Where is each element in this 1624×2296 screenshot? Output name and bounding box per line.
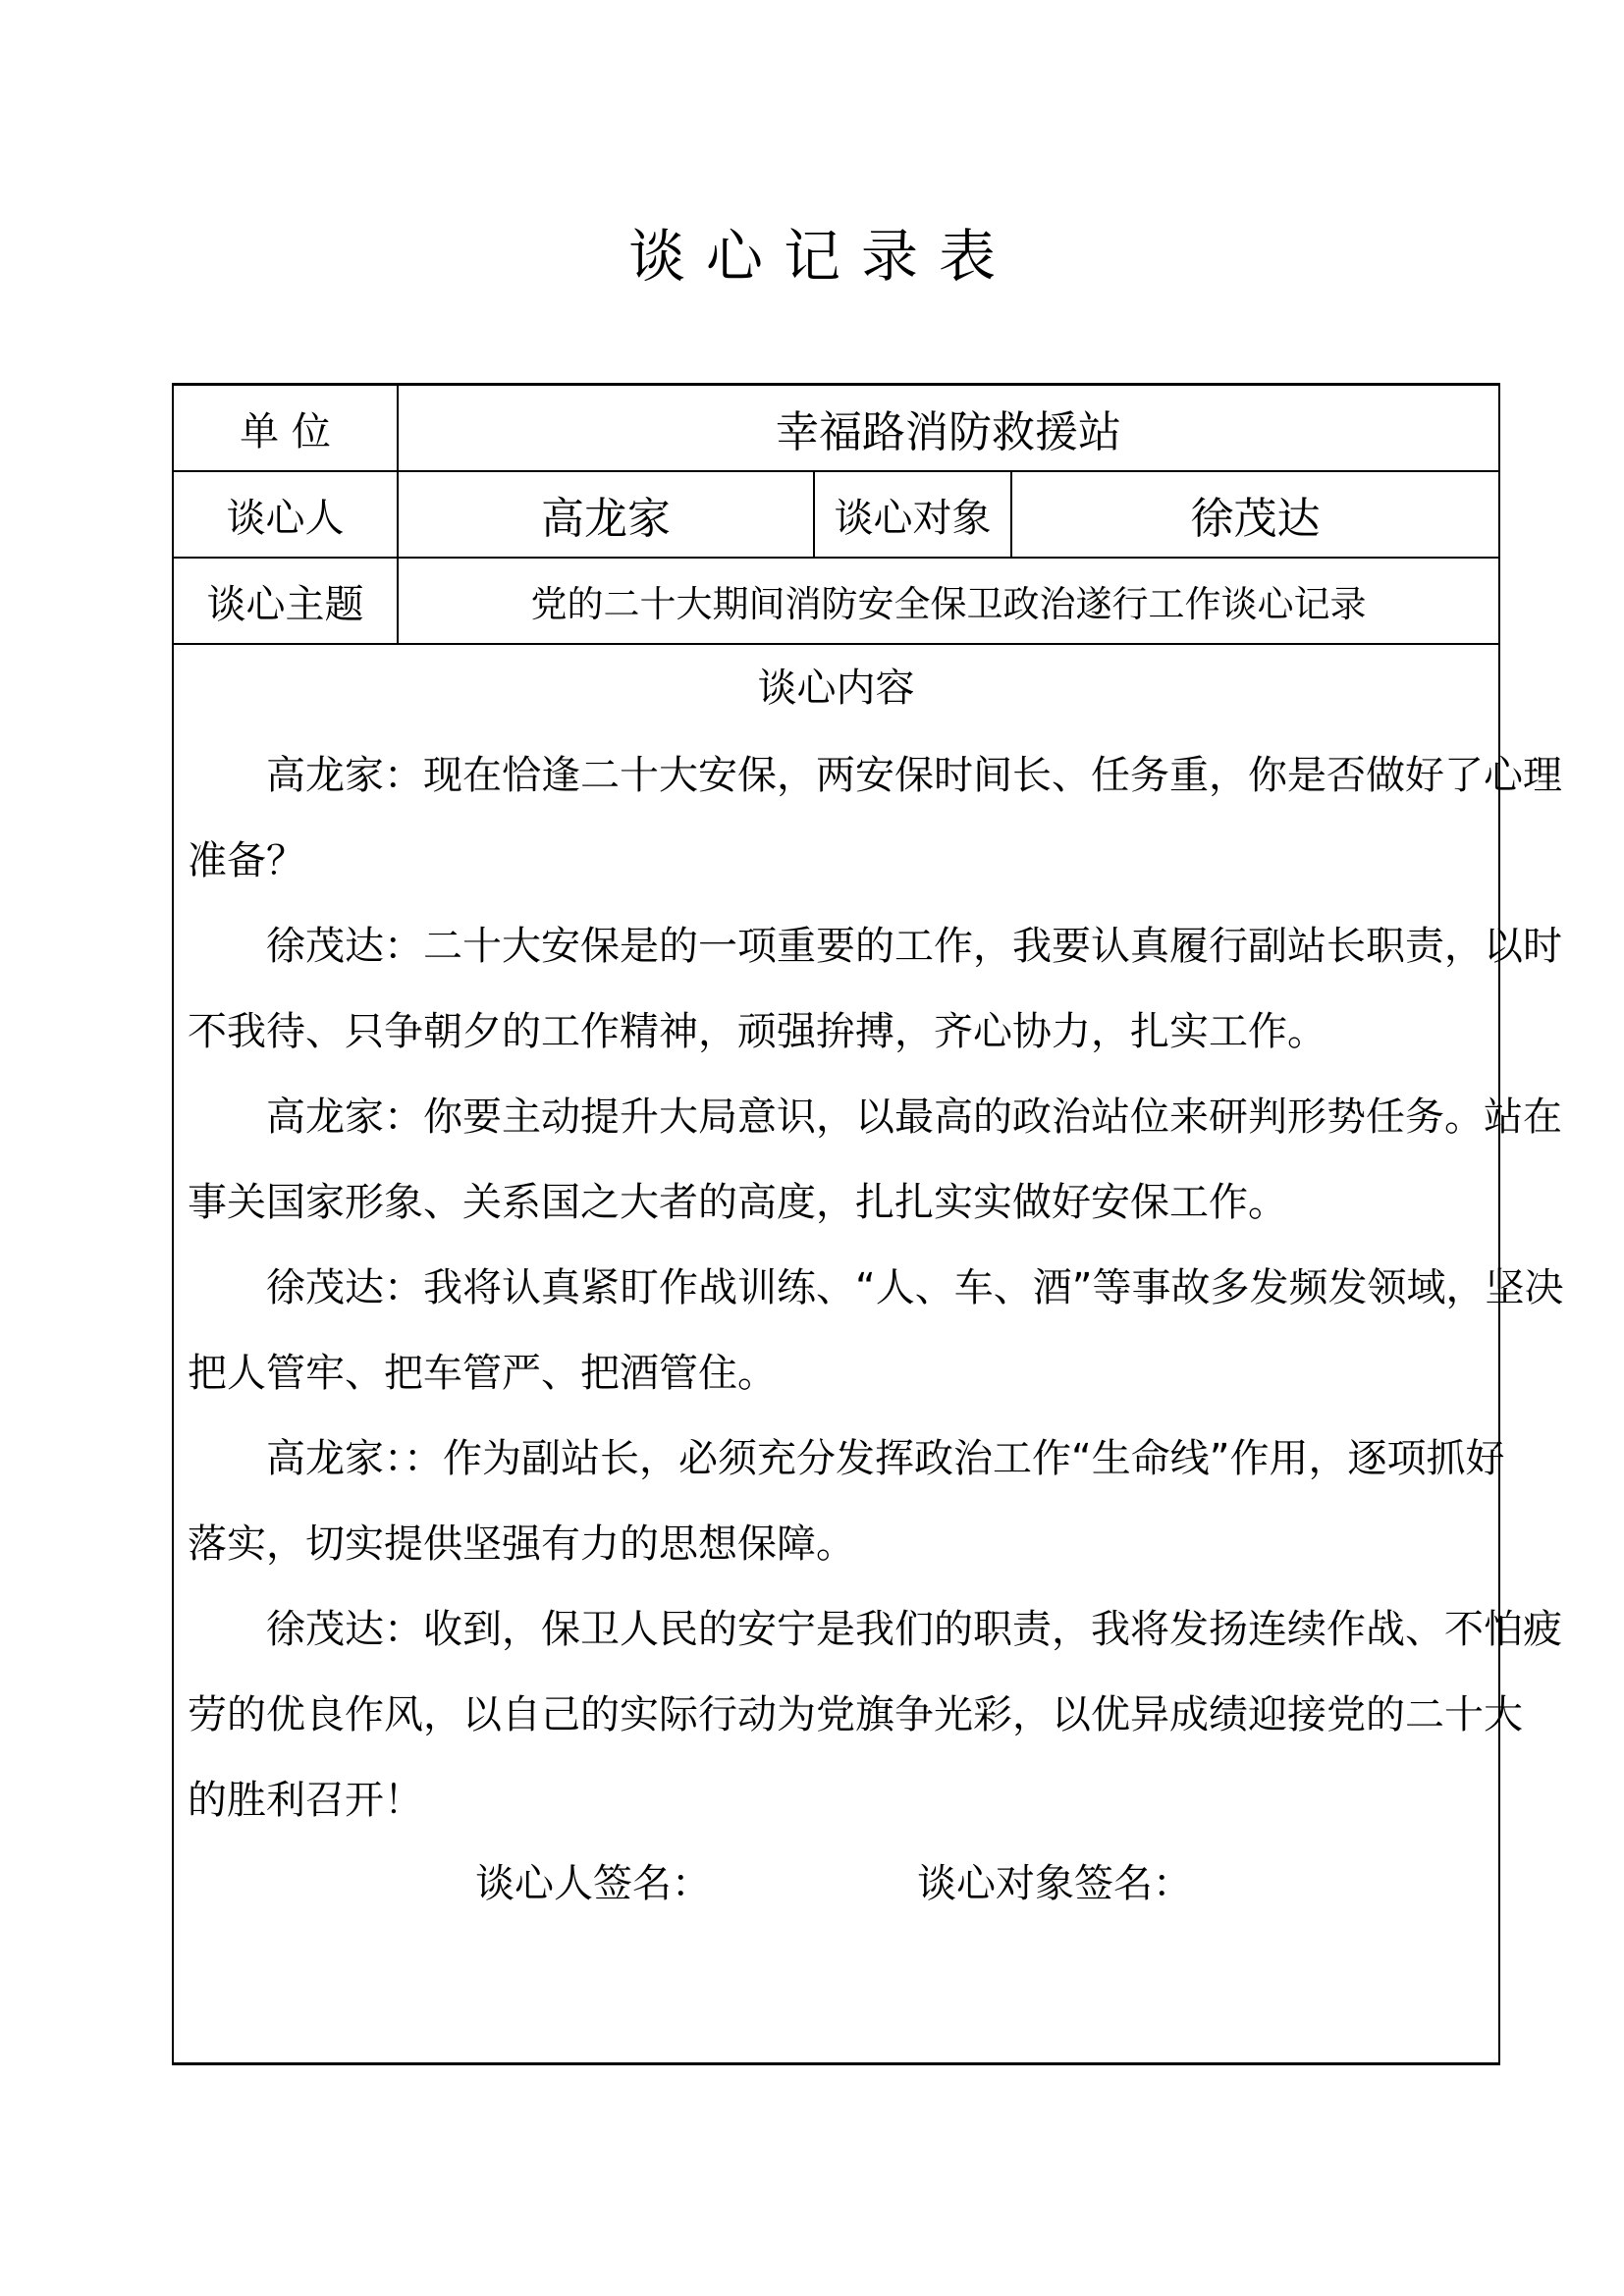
talk-content-section bbox=[174, 645, 1564, 2062]
content-line: 准备？ bbox=[188, 838, 305, 883]
unit-label: 单 位 bbox=[240, 408, 331, 454]
row-unit bbox=[174, 386, 1498, 472]
content-line: 劳的优良作风，以自己的实际行动为党旗争光彩，以优异成绩迎接党的二十大 bbox=[188, 1692, 1523, 1737]
content-line: 高龙家：：作为副站长，必须充分发挥政治工作“生命线”作用，逐项抓好 bbox=[266, 1436, 1505, 1481]
content-line: 的胜利召开！ bbox=[188, 1778, 423, 1823]
content-line: 徐茂达：二十大安保是的一项重要的工作，我要认真履行副站长职责，以时 bbox=[266, 924, 1562, 969]
talker-signature-label: 谈心人签名： bbox=[475, 1861, 711, 1906]
topic-value: 党的二十大期间消防安全保卫政治遂行工作谈心记录 bbox=[397, 559, 1498, 643]
row-topic bbox=[174, 559, 1498, 645]
content-line: 事关国家形象、关系国之大者的高度，扎扎实实做好安保工作。 bbox=[188, 1180, 1287, 1225]
content-line: 高龙家：你要主动提升大局意识，以最高的政治站位来研判形势任务。站在 bbox=[266, 1095, 1562, 1140]
content-line: 徐茂达：收到，保卫人民的安宁是我们的职责，我将发扬连续作战、不怕疲 bbox=[266, 1607, 1562, 1652]
talker-label: 谈心人 bbox=[226, 495, 345, 541]
target-signature-label: 谈心对象签名： bbox=[917, 1861, 1192, 1906]
talk-record-form bbox=[172, 383, 1564, 2065]
unit-value: 幸福路消防救援站 bbox=[397, 386, 1498, 470]
target-value: 徐茂达 bbox=[1010, 472, 1498, 557]
content-body bbox=[188, 753, 1564, 1864]
talker-value: 高龙家 bbox=[397, 472, 813, 557]
topic-label: 谈心主题 bbox=[206, 581, 364, 627]
document-title: 谈心记录表 bbox=[627, 223, 1016, 290]
row-participants bbox=[174, 472, 1498, 559]
content-line: 把人管牢、把车管严、把酒管住。 bbox=[188, 1351, 777, 1396]
content-heading: 谈心内容 bbox=[757, 666, 915, 711]
target-label: 谈心对象 bbox=[813, 472, 1010, 557]
content-line: 徐茂达：我将认真紧盯作战训练、“人、车、酒”等事故多发频发领域，坚决 bbox=[266, 1265, 1564, 1310]
content-line: 高龙家：现在恰逢二十大安保，两安保时间长、任务重，你是否做好了心理 bbox=[266, 753, 1562, 798]
content-line: 不我待、只争朝夕的工作精神，顽强拚搏，齐心协力，扎实工作。 bbox=[188, 1009, 1326, 1054]
content-line: 落实，切实提供坚强有力的思想保障。 bbox=[188, 1522, 855, 1567]
